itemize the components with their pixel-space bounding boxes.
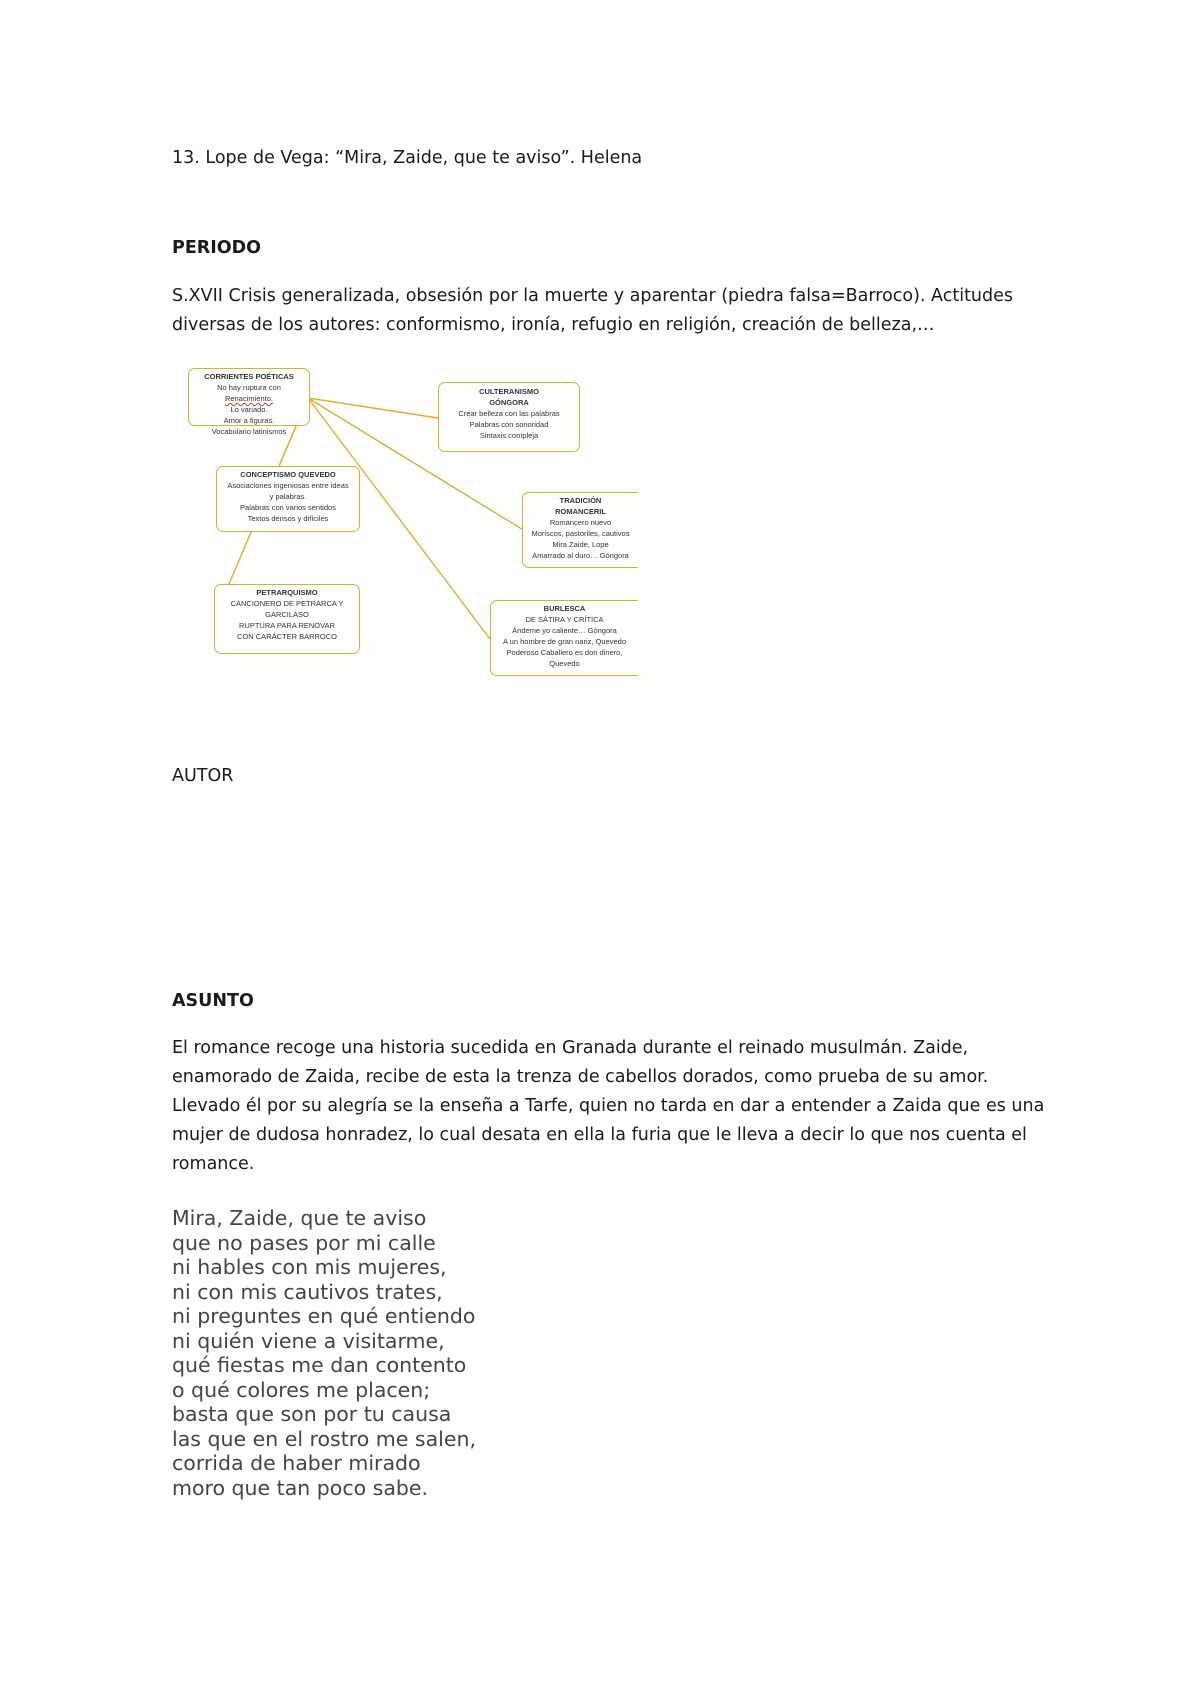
box-title: PETRARQUISMO [256,588,318,597]
connector-culteranismo [308,398,438,418]
poem-line: que no pases por mi calle [172,1230,436,1255]
poem-line: qué fiestas me dan contento [172,1353,467,1377]
poem-line: ni hables con mis mujeres, [172,1255,447,1279]
box-line: CANCIONERO DE PETRARCA Y [230,599,344,608]
box-line: Textos densos y difíciles [247,514,329,523]
box-petrarquismo [214,584,360,654]
document-title: 13. Lope de Vega: “Mira, Zaide, que te aviso”. Helena [172,148,643,168]
box-line: Romancero nuevo [549,518,612,527]
poem-line: ni quién viene a visitarme, [172,1328,445,1353]
poem-line: ni preguntes en qué entiendo [172,1304,476,1328]
box-culteranismo [438,382,580,452]
box-conceptismo [216,466,360,532]
box-line: Poderoso Caballero es don dinero, [506,648,623,657]
poem-line: Mira, Zaide, que te aviso [172,1206,427,1230]
box-line: Quevedo [549,659,580,668]
box-line: Ándeme yo caliente… Góngora [512,626,617,635]
poem-line: las que en el rostro me salen, [172,1426,476,1451]
box-title: CORRIENTES POÉTICAS [204,372,294,381]
box-title: CONCEPTISMO QUEVEDO [240,470,336,479]
box-line: Lo variado. [230,405,268,414]
box-line: Amarrado al duro… Góngora [532,551,629,560]
poem-line: corrida de haber mirado [172,1451,421,1475]
box-line: No hay ruptura con [217,383,281,392]
box-line: Mira Zaide, Lope [552,540,609,549]
periodo-paragraph: S.XVII Crisis generalizada, obsesión por la muerte y aparentar (piedra falsa=Barroco). Actitudes diversas de los autores: conformismo, ironía, refugio en religión, creación de belleza,… [172,286,1014,335]
box-tradicion-romanceril [522,492,638,568]
poem-line: basta que son por tu causa [172,1402,452,1426]
periodo-heading: PERIODO [172,238,262,258]
box-line: Palabras con sonoridad [469,420,549,429]
poem-verses [172,1206,476,1500]
asunto-paragraph: El romance recoge una historia sucedida en Granada durante el reinado musulmán. Zaide, enamorado de Zaida, recibe de esta la trenza de cabellos dorados, como prueba de su amor. Llevado él por su alegría se la enseña a Tarfe, quien no tarda en dar a entender a Zaida que es una mujer de dudosa honradez, lo cual desata en ella la furia que le lleva a decir lo que nos cuenta el romance. [172,1038,1045,1174]
box-line: Vocabulario latinismos [211,427,287,436]
poem-line: ni con mis cautivos trates, [172,1279,443,1304]
box-line: Moriscos, pastoriles, cautivos [531,529,630,538]
box-title: BURLESCA [543,604,586,613]
box-line: Renacimiento. [225,394,273,403]
box-line: GARCILASO [265,610,309,619]
poetic-currents-diagram [180,356,640,678]
poem-line: moro que tan poco sabe. [172,1475,429,1500]
box-line: Amor a figuras. [223,416,275,425]
box-line: Palabras con varios sentidos [240,503,336,512]
asunto-heading: ASUNTO [172,991,254,1011]
box-burlesca [490,600,638,676]
poem-line: o qué colores me placen; [172,1377,431,1402]
box-title: TRADICIÓN ROMANCERIL [555,496,606,516]
box-line: RUPTURA PARA RENOVAR [239,621,335,630]
box-line: DE SÁTIRA Y CRÍTICA [525,615,604,624]
box-line: Asociaciones ingeniosas entre ideas [227,481,349,490]
box-line: Crear belleza con las palabras [458,409,560,418]
autor-heading: AUTOR [172,766,234,786]
box-line: A un hombre de gran nariz, Quevedo [503,637,626,646]
box-line: Sintaxis compleja [479,431,539,440]
box-line: y palabras. [269,492,307,501]
box-corrientes-poeticas [188,368,310,436]
box-line: CON CARÁCTER BARROCO [236,632,337,641]
box-title: CULTERANISMO GÓNGORA [479,387,539,407]
